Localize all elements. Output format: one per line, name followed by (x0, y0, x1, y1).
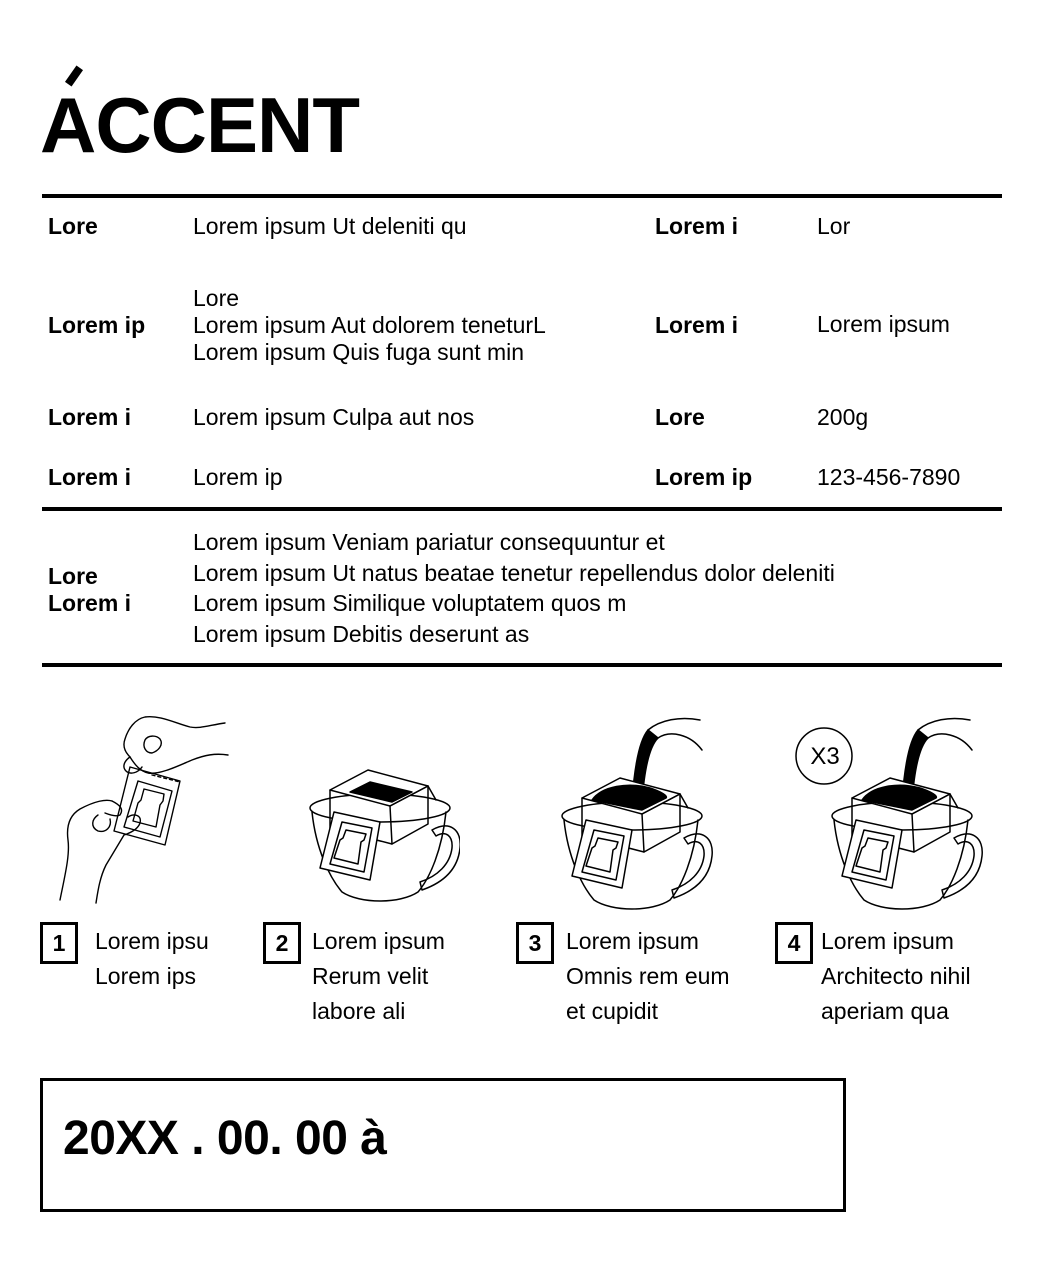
brand-title (40, 81, 359, 169)
step-line: Lorem ips (95, 963, 196, 989)
spec-value: Lorem ipsum (817, 311, 950, 337)
step-line: Lorem ipsum (566, 928, 699, 954)
repeat-badge: X3 (810, 743, 840, 770)
spec-label: Lore (655, 404, 705, 430)
step-text (95, 924, 209, 994)
notes-label-line: Lorem i (48, 590, 132, 616)
spec-value: Lorem ipsum Culpa aut nos (193, 404, 475, 430)
drip-bag-on-cup-illustration (300, 760, 460, 910)
spec-value: 123-456-7890 (817, 464, 961, 490)
divider-middle (42, 507, 1002, 511)
step-text (821, 924, 971, 1029)
step-line: aperiam qua (821, 998, 949, 1024)
spec-label: Lorem i (48, 404, 132, 430)
step-line: Architecto nihil (821, 963, 971, 989)
spec-value: Lorem ipsum Ut deleniti qu (193, 213, 467, 239)
spec-value: Lore (193, 285, 240, 311)
notes-line: Lorem ipsum Debitis deserunt as (193, 620, 530, 647)
date-box (40, 1078, 846, 1212)
spec-label: Lorem ip (48, 312, 146, 338)
spec-value: Lorem ip (193, 464, 283, 490)
step-line: Rerum velit (312, 963, 429, 989)
date-text: 20XX . 00. 00 à (63, 1112, 387, 1165)
step-number-box: 2 (263, 922, 301, 964)
step-number-box: 4 (775, 922, 813, 964)
pour-water-illustration (550, 712, 720, 912)
step-text (566, 924, 730, 1029)
brand-title-text: ACCENT (40, 81, 359, 169)
step-line: et cupidit (566, 998, 659, 1024)
divider-bottom (42, 663, 1002, 667)
step-line: Lorem ipsum (312, 928, 445, 954)
step-line: labore ali (312, 998, 406, 1024)
spec-label: Lorem ip (655, 464, 753, 490)
step-line: Lorem ipsum (821, 928, 954, 954)
step-text (312, 924, 445, 1029)
step-line: Omnis rem eum (566, 963, 730, 989)
spec-value: Lorem ipsum Quis fuga sunt min (193, 339, 525, 365)
spec-value: Lor (817, 213, 851, 239)
notes-line: Lorem ipsum Ut natus beatae tenetur repellendus dolor deleniti (193, 559, 835, 586)
step-number-box: 1 (40, 922, 78, 964)
spec-label: Lorem i (655, 213, 739, 239)
divider-top (42, 194, 1002, 198)
notes-lines (193, 527, 835, 649)
tear-open-packet-illustration (40, 705, 240, 905)
step-number-box: 3 (516, 922, 554, 964)
notes-label (48, 563, 131, 617)
spec-value: 200g (817, 404, 869, 430)
notes-line: Lorem ipsum Veniam pariatur consequuntur et (193, 529, 665, 555)
notes-label-line: Lore (48, 563, 98, 589)
notes-line: Lorem ipsum Similique voluptatem quos m (193, 590, 627, 616)
spec-label: Lore (48, 213, 98, 239)
spec-label: Lorem i (48, 464, 132, 490)
spec-value: Lorem ipsum Aut dolorem teneturL (193, 312, 546, 338)
step-line: Lorem ipsu (95, 928, 209, 954)
spec-label: Lorem i (655, 312, 739, 338)
